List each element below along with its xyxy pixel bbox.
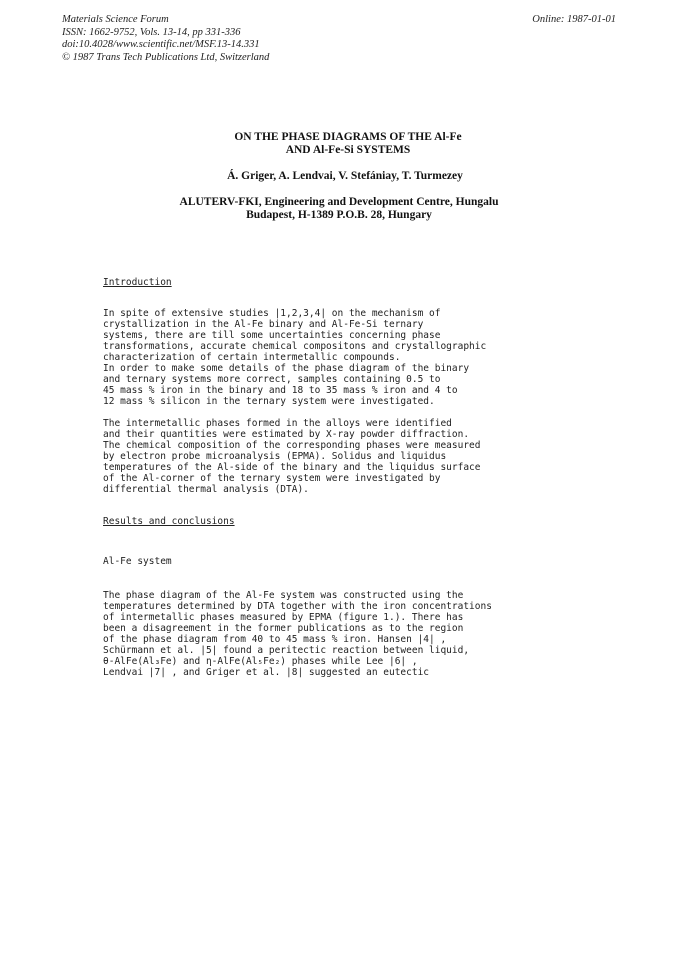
text-line: In order to make some details of the phase diagram of the binary <box>103 363 470 374</box>
authors: Á. Griger, A. Lendvai, V. Stefániay, T. Turmezey <box>227 170 463 182</box>
journal-name: Materials Science Forum <box>62 14 169 25</box>
affiliation <box>0 196 678 222</box>
text-line: and their quantities were estimated by X-ray powder diffraction. <box>103 429 470 440</box>
text-line: systems, there are till some uncertainties concerning phase <box>103 330 441 341</box>
text-line: been a disagreement in the former publications as to the region <box>103 623 464 634</box>
text-line: temperatures of the Al-side of the binary and the liquidus surface <box>103 462 481 473</box>
title-line-2: AND Al-Fe-Si SYSTEMS <box>285 144 411 156</box>
text-line: of intermetallic phases measured by EPMA (figure 1.). There has <box>103 612 464 623</box>
text-line: crystallization in the Al-Fe binary and Al-Fe-Si ternary <box>103 319 424 330</box>
text-line: characterization of certain intermetallic compounds. <box>103 352 401 363</box>
results-heading: Results and conclusions <box>103 516 235 527</box>
text-line: and ternary systems more correct, samples containing 0.5 to <box>103 374 441 385</box>
text-line: The chemical composition of the corresponding phases were measured <box>103 440 481 451</box>
text-line: 45 mass % iron in the binary and 18 to 35 mass % iron and 4 to <box>103 385 458 396</box>
journal-header <box>62 14 269 64</box>
text-line: θ-AlFe(Al₃Fe) and η-AlFe(Al₅Fe₂) phases while Lee |6| , <box>103 656 418 667</box>
affiliation-line-2: Budapest, H-1389 P.O.B. 28, Hungary <box>246 209 432 221</box>
intro-paragraph-1 <box>103 308 523 407</box>
issn-line: ISSN: 1662-9752, Vols. 13-14, pp 331-336 <box>62 26 241 38</box>
text-line: of the phase diagram from 40 to 45 mass % iron. Hansen |4| , <box>103 634 447 645</box>
alfe-paragraph-1 <box>103 590 523 678</box>
alfe-heading: Al-Fe system <box>103 556 172 567</box>
text-line: by electron probe microanalysis (EPMA). Solidus and liquidus <box>103 451 447 462</box>
intro-paragraph-2 <box>103 418 523 495</box>
text-line: of the Al-corner of the ternary system were investigated by <box>103 473 441 484</box>
text-line: Schürmann et al. |5| found a peritectic reaction between liquid, <box>103 645 470 656</box>
text-line: The intermetallic phases formed in the alloys were identified <box>103 418 452 429</box>
text-line: differential thermal analysis (DTA). <box>103 484 309 495</box>
text-line: The phase diagram of the Al-Fe system was constructed using the <box>103 590 464 601</box>
affiliation-line-1: ALUTERV-FKI, Engineering and Development Centre, Hungalu <box>179 196 499 208</box>
text-line: In spite of extensive studies |1,2,3,4| on the mechanism of <box>103 308 441 319</box>
text-line: Lendvai |7| , and Griger et al. |8| suggested an eutectic <box>103 667 430 678</box>
text-line: transformations, accurate chemical compositons and crystallographic <box>103 341 487 352</box>
doi-line[interactable]: doi:10.4028/www.scientific.net/MSF.13-14.331 <box>62 39 260 50</box>
title-line-1: ON THE PHASE DIAGRAMS OF THE Al-Fe <box>234 131 462 143</box>
text-line: 12 mass % silicon in the ternary system were investigated. <box>103 396 435 407</box>
copyright-line: © 1987 Trans Tech Publications Ltd, Switzerland <box>62 51 270 63</box>
paper-title <box>0 131 678 157</box>
text-line: temperatures determined by DTA together with the iron concentrations <box>103 601 492 612</box>
online-date: Online: 1987-01-01 <box>532 14 616 25</box>
introduction-heading: Introduction <box>103 277 172 288</box>
